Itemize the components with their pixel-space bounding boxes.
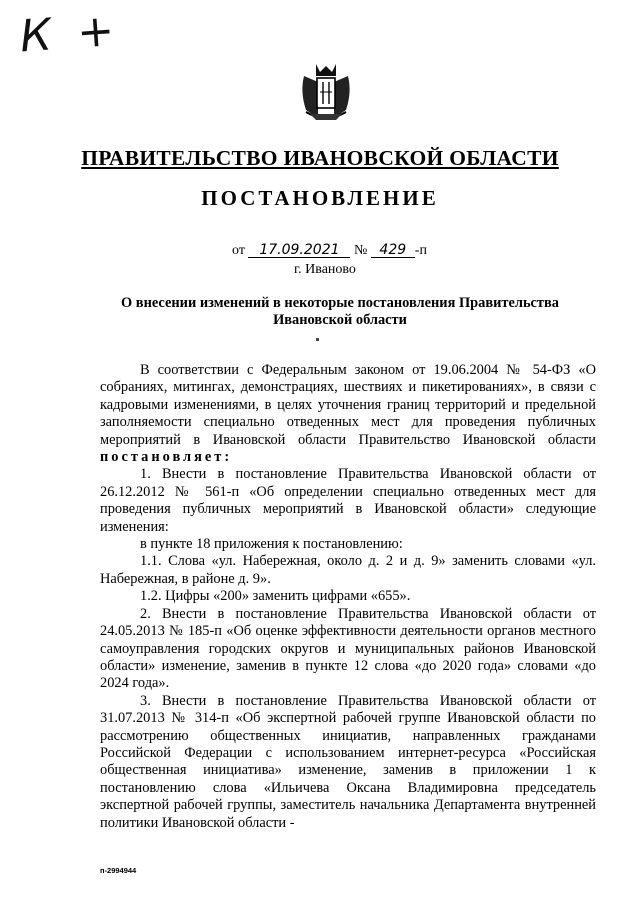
document-body (100, 362, 596, 832)
body-paragraph: 2. Внести в постановление Правительства Ивановской области от 24.05.2013 № 185-п «Об оценке эффективности деятельности органов местного самоуправления городских округов и муниципальных районов Ивановской области» изменение, заменив в пункте 12 слова «до 2020 года» словами «до 2024 года». (100, 605, 596, 692)
stray-mark (316, 338, 319, 341)
date-number-line (232, 243, 427, 259)
number-sign: № (353, 243, 368, 258)
date-prefix: от (232, 243, 245, 258)
number-suffix: -п (414, 243, 427, 258)
body-paragraph: 1. Внести в постановление Правительства Ивановской области от 26.12.2012 № 561-п «Об определении специально отведенных мест для проведения публичных мероприятий в Ивановской области» следующие изменения: (100, 466, 596, 535)
body-paragraph: 3. Внести в постановление Правительства Ивановской области от 31.07.2013 № 314-п «Об экспертной рабочей группе Ивановской области по рассмотрению общественных инициатив, направленных гражданами Российской Федерации с использованием интернет-ресурса «Российская общественная инициатива» изменение, заменив в приложении 1 к постановлению слова «Ильичева Оксана Владимировна председатель экспертной рабочей группы, заместитель начальника Департамента внутренней политики Ивановской области - (100, 692, 596, 831)
city: г. Иваново (294, 262, 356, 277)
coat-of-arms-emblem (296, 62, 356, 124)
document-subject: О внесении изменений в некоторые постановления Правительства Ивановской области (121, 295, 559, 328)
body-paragraph: 1.1. Слова «ул. Набережная, около д. 2 и д. 9» заменить словами «ул. Набережная, в районе д. 9». (100, 553, 596, 587)
decree-word: постановляет: (100, 449, 233, 466)
footer-code: п-2994944 (100, 866, 137, 875)
handwritten-mark: К + (18, 4, 122, 63)
document-type: ПОСТАНОВЛЕНИЕ (201, 186, 439, 210)
government-title: ПРАВИТЕЛЬСТВО ИВАНОВСКОЙ ОБЛАСТИ (81, 146, 559, 170)
preamble-text: В соответствии с Федеральным законом от 19.06.2004 № 54-ФЗ «О собраниях, митингах, демонстрациях, шествиях и пикетированиях», в связи с кадровыми изменениями, в целях уточнения границ территорий и предельной заполняемости специально отведенных мест для проведения публичных мероприятий в Ивановской области Правительство Ивановской области (100, 362, 596, 448)
date-value: 17.09.2021 (248, 243, 350, 258)
number-value: 429 (371, 243, 415, 258)
body-paragraph: в пункте 18 приложения к постановлению: (140, 536, 403, 553)
body-paragraph: 1.2. Цифры «200» заменить цифрами «655». (140, 588, 411, 605)
preamble-paragraph (100, 362, 596, 466)
